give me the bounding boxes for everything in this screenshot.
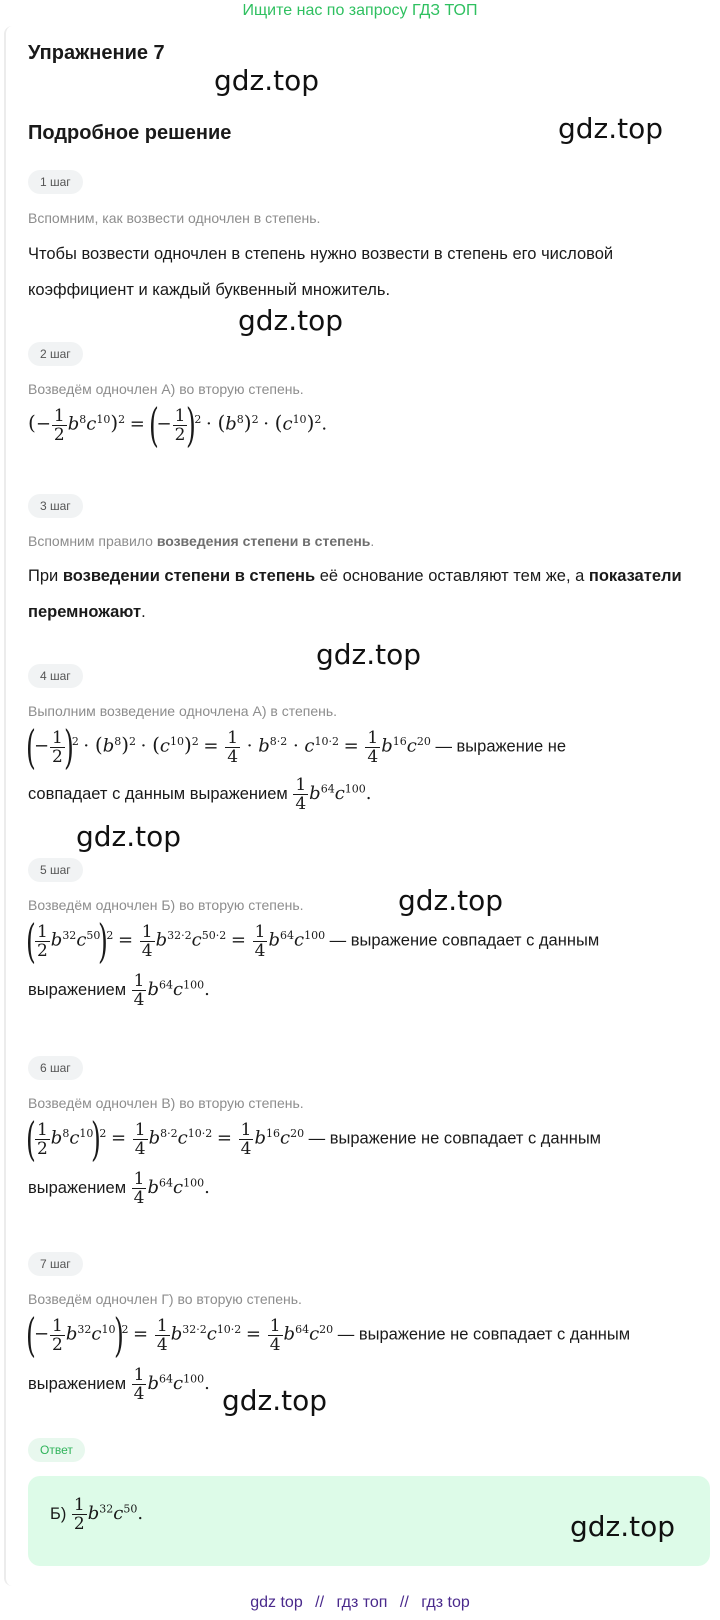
watermark: gdz.top: [558, 112, 664, 145]
step-7-formula: (− $\frac{1}{2}$ $b^{32}c^{10})^2$ = $\frac{1}{4}$ $b^{32\cdot 2}c^{10\cdot 2}$ = $\frac{1}{4}$ $b^{64}c^{20}$ — выражение не совпадает с данным: [26, 1308, 631, 1362]
step-5-badge: 5 шаг: [28, 858, 83, 882]
footer-separator: //: [399, 1594, 409, 1611]
step-6-badge: 6 шаг: [28, 1056, 83, 1080]
step-7-formula-line2: выражением $\frac{1}{4}$ $b^{64}c^{100}$.: [28, 1365, 210, 1404]
search-banner[interactable]: Ищите нас по запросу ГДЗ ТОП: [242, 2, 478, 19]
step-4-badge: 4 шаг: [28, 664, 83, 688]
answer-badge: Ответ: [28, 1438, 85, 1462]
footer-links: [0, 1594, 720, 1612]
footer-link-1[interactable]: gdz top: [250, 1594, 303, 1611]
step-7-hint: Возведём одночлен Г) во вторую степень.: [28, 1291, 302, 1307]
step-2-formula: (− $\frac{1}{2}$ $b^8c^{10})^2$ = (− $\frac{1}{2}$ )$^2 \cdot (b^8)^2 \cdot (c^{10})^2$.: [28, 398, 328, 452]
step-5-formula-line2: выражением $\frac{1}{4}$ $b^{64}c^{100}$.: [28, 971, 210, 1010]
answer-box: [28, 1476, 710, 1566]
step-3-badge: 3 шаг: [28, 494, 83, 518]
step-1-text: Чтобы возвести одночлен в степень нужно возвести в степень его числовой коэффициент и каждый буквенный множитель.: [28, 245, 614, 299]
step-5-hint: Возведём одночлен Б) во вторую степень.: [28, 897, 304, 913]
step-3-hint: Вспомним правило возведения степени в степень.: [28, 533, 375, 549]
step-7-badge: 7 шаг: [28, 1252, 83, 1276]
exercise-title: Упражнение 7: [28, 42, 165, 64]
step-3-text: При возведении степени в степень её основание оставляют тем же, а показатели перемножают.: [28, 567, 682, 621]
footer-link-2[interactable]: гдз топ: [336, 1594, 388, 1611]
watermark: gdz.top: [76, 820, 182, 853]
step-6-hint: Возведём одночлен В) во вторую степень.: [28, 1095, 304, 1111]
solution-heading: Подробное решение: [28, 122, 232, 144]
step-6-formula-line2: выражением $\frac{1}{4}$ $b^{64}c^{100}$.: [28, 1169, 210, 1208]
watermark: gdz.top: [238, 304, 344, 337]
watermark: gdz.top: [316, 638, 422, 671]
step-5-formula: ( $\frac{1}{2}$ $b^{32}c^{50})^2$ = $\frac{1}{4}$ $b^{32\cdot 2}c^{50\cdot 2}$ = $\frac{1}{4}$ $b^{64}c^{100}$ — выражение совпадает с данным: [26, 914, 600, 968]
step-4-formula: (− $\frac{1}{2}$ )$^2 \cdot (b^8)^2 \cdot (c^{10})^2$ = $\frac{1}{4}$ · $b^{8\cdot 2} \cdot c^{10\cdot 2}$ = $\frac{1}{4}$ $b^{16}c^{20}$ — выражение не: [26, 720, 567, 774]
answer-formula: Б) $\frac{1}{2}$ $b^{32}c^{50}$.: [50, 1495, 144, 1534]
watermark: gdz.top: [222, 1384, 328, 1417]
step-2-hint: Возведём одночлен А) во вторую степень.: [28, 381, 304, 397]
step-1-hint: Вспомним, как возвести одночлен в степень.: [28, 210, 321, 226]
footer-link-3[interactable]: гдз top: [421, 1594, 470, 1611]
footer-separator: //: [315, 1594, 325, 1611]
step-1-badge: 1 шаг: [28, 170, 83, 194]
step-6-formula: ( $\frac{1}{2}$ $b^8c^{10})^2$ = $\frac{1}{4}$ $b^{8\cdot 2}c^{10\cdot 2}$ = $\frac{1}{4}$ $b^{16}c^{20}$ — выражение не совпадает с данным: [26, 1112, 602, 1166]
watermark: gdz.top: [398, 884, 504, 917]
watermark: gdz.top: [214, 64, 320, 97]
step-2-badge: 2 шаг: [28, 342, 83, 366]
step-4-formula-line2: совпадает с данным выражением $\frac{1}{4}$ $b^{64}c^{100}$.: [28, 775, 372, 814]
watermark: gdz.top: [570, 1510, 676, 1543]
step-4-hint: Выполним возведение одночлена А) в степень.: [28, 703, 338, 719]
